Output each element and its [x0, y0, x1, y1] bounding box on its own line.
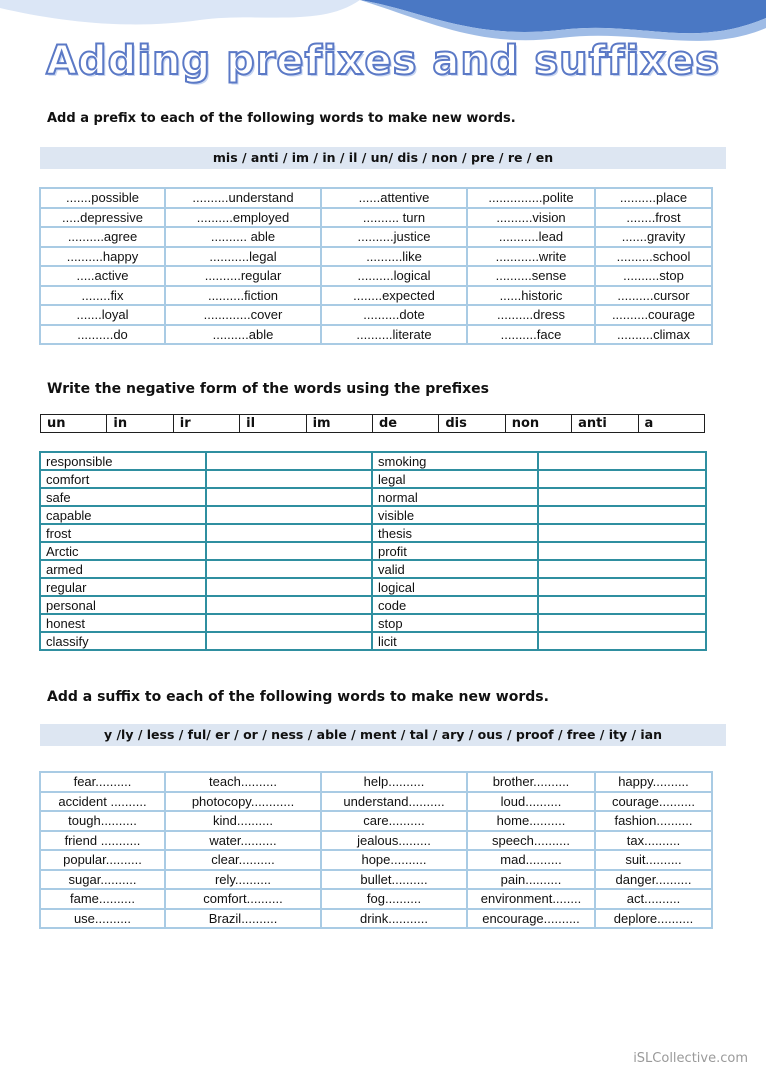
word-cell: photocopy............	[165, 792, 321, 812]
word-cell: clear..........	[165, 850, 321, 870]
table-row	[40, 208, 712, 228]
word-cell: suit..........	[595, 850, 712, 870]
table-row	[40, 909, 712, 929]
word-cell: courage..........	[595, 792, 712, 812]
word-cell: bullet..........	[321, 870, 467, 890]
word-cell: .....active	[40, 266, 165, 286]
table-row	[40, 188, 712, 208]
word-cell: ..........justice	[321, 227, 467, 247]
word-cell: classify	[40, 632, 206, 650]
table-row	[40, 889, 712, 909]
prefix-instruction: Add a prefix to each of the following words to make new words.	[47, 111, 516, 126]
prefix-cell: un	[41, 415, 107, 433]
word-cell: ......attentive	[321, 188, 467, 208]
answer-cell[interactable]	[538, 524, 706, 542]
word-cell: ..........understand	[165, 188, 321, 208]
word-cell: pain..........	[467, 870, 595, 890]
answer-cell[interactable]	[206, 524, 372, 542]
word-cell: ..........able	[165, 325, 321, 345]
word-cell: safe	[40, 488, 206, 506]
word-cell: smoking	[372, 452, 538, 470]
prefix-cell: anti	[572, 415, 638, 433]
word-cell: tax..........	[595, 831, 712, 851]
word-cell: environment........	[467, 889, 595, 909]
word-cell: popular..........	[40, 850, 165, 870]
word-cell: ...........legal	[165, 247, 321, 267]
word-cell: .......loyal	[40, 305, 165, 325]
word-cell: home..........	[467, 811, 595, 831]
word-cell: personal	[40, 596, 206, 614]
table-row	[40, 542, 706, 560]
answer-cell[interactable]	[206, 578, 372, 596]
word-cell: jealous.........	[321, 831, 467, 851]
table-row	[40, 266, 712, 286]
answer-cell[interactable]	[538, 542, 706, 560]
word-cell: ........frost	[595, 208, 712, 228]
table-row	[40, 831, 712, 851]
word-cell: valid	[372, 560, 538, 578]
word-cell: .......possible	[40, 188, 165, 208]
word-cell: kind..........	[165, 811, 321, 831]
table-row	[40, 488, 706, 506]
table-row	[40, 870, 712, 890]
table-row	[40, 524, 706, 542]
word-cell: brother..........	[467, 772, 595, 792]
word-cell: act..........	[595, 889, 712, 909]
word-cell: logical	[372, 578, 538, 596]
prefix-cell: im	[306, 415, 372, 433]
word-cell: water..........	[165, 831, 321, 851]
answer-cell[interactable]	[538, 488, 706, 506]
prefix-cell: a	[638, 415, 704, 433]
word-cell: ..........face	[467, 325, 595, 345]
word-cell: thesis	[372, 524, 538, 542]
word-cell: ......historic	[467, 286, 595, 306]
answer-cell[interactable]	[206, 542, 372, 560]
answer-cell[interactable]	[206, 470, 372, 488]
word-cell: sugar..........	[40, 870, 165, 890]
table-row	[41, 415, 705, 433]
word-cell: comfort	[40, 470, 206, 488]
table-row	[40, 305, 712, 325]
suffix-instruction: Add a suffix to each of the following words to make new words.	[47, 689, 549, 705]
word-cell: Brazil..........	[165, 909, 321, 929]
table-row	[40, 596, 706, 614]
word-cell: ..........do	[40, 325, 165, 345]
word-cell: friend ...........	[40, 831, 165, 851]
word-cell: ..........stop	[595, 266, 712, 286]
word-cell: stop	[372, 614, 538, 632]
word-cell: fame..........	[40, 889, 165, 909]
word-cell: profit	[372, 542, 538, 560]
word-cell: happy..........	[595, 772, 712, 792]
word-cell: use..........	[40, 909, 165, 929]
table-row	[40, 452, 706, 470]
negative-form-table	[39, 451, 707, 651]
table-row	[40, 792, 712, 812]
answer-cell[interactable]	[538, 578, 706, 596]
word-cell: rely..........	[165, 870, 321, 890]
word-cell: code	[372, 596, 538, 614]
word-cell: visible	[372, 506, 538, 524]
word-cell: ........fix	[40, 286, 165, 306]
word-cell: ..........place	[595, 188, 712, 208]
word-cell: encourage..........	[467, 909, 595, 929]
word-cell: ..........fiction	[165, 286, 321, 306]
word-cell: .......... able	[165, 227, 321, 247]
word-cell: .............cover	[165, 305, 321, 325]
suffix-table	[39, 771, 713, 929]
word-cell: ..........dote	[321, 305, 467, 325]
word-cell: ..........employed	[165, 208, 321, 228]
word-cell: licit	[372, 632, 538, 650]
word-cell: ..........regular	[165, 266, 321, 286]
word-cell: ..........climax	[595, 325, 712, 345]
table-row	[40, 470, 706, 488]
word-cell: ..........courage	[595, 305, 712, 325]
prefix-cell: ir	[173, 415, 239, 433]
word-cell: Arctic	[40, 542, 206, 560]
answer-cell[interactable]	[206, 488, 372, 506]
answer-cell[interactable]	[538, 596, 706, 614]
word-cell: ..........cursor	[595, 286, 712, 306]
answer-cell[interactable]	[538, 506, 706, 524]
table-row	[40, 772, 712, 792]
table-row	[40, 614, 706, 632]
word-cell: ..........agree	[40, 227, 165, 247]
answer-cell[interactable]	[206, 632, 372, 650]
prefix-cell: in	[107, 415, 173, 433]
answer-cell[interactable]	[538, 632, 706, 650]
suffix-list: y /ly / less / ful/ er / or / ness / able / ment / tal / ary / ous / proof / free / ity / ian	[40, 724, 726, 746]
word-cell: drink...........	[321, 909, 467, 929]
table-row	[40, 578, 706, 596]
word-cell: deplore..........	[595, 909, 712, 929]
word-cell: ...............polite	[467, 188, 595, 208]
word-cell: honest	[40, 614, 206, 632]
table-row	[40, 227, 712, 247]
word-cell: loud..........	[467, 792, 595, 812]
word-cell: legal	[372, 470, 538, 488]
word-cell: ..........school	[595, 247, 712, 267]
word-cell: comfort..........	[165, 889, 321, 909]
answer-cell[interactable]	[206, 596, 372, 614]
answer-cell[interactable]	[206, 506, 372, 524]
word-cell: .......... turn	[321, 208, 467, 228]
answer-cell[interactable]	[538, 614, 706, 632]
word-cell: ........expected	[321, 286, 467, 306]
table-row	[40, 286, 712, 306]
word-cell: accident ..........	[40, 792, 165, 812]
table-row	[40, 560, 706, 578]
table-row	[40, 632, 706, 650]
prefix-table	[39, 187, 713, 345]
answer-cell[interactable]	[538, 452, 706, 470]
prefix-cell: dis	[439, 415, 505, 433]
word-cell: ..........literate	[321, 325, 467, 345]
word-cell: .......gravity	[595, 227, 712, 247]
word-cell: understand..........	[321, 792, 467, 812]
negative-instruction: Write the negative form of the words using the prefixes	[47, 381, 489, 397]
word-cell: ..........vision	[467, 208, 595, 228]
word-cell: responsible	[40, 452, 206, 470]
prefix-cell: non	[505, 415, 571, 433]
footer-credit: iSLCollective.com	[633, 1051, 748, 1066]
prefix-cell: il	[240, 415, 306, 433]
word-cell: ..........like	[321, 247, 467, 267]
word-cell: tough..........	[40, 811, 165, 831]
word-cell: danger..........	[595, 870, 712, 890]
word-cell: ..........logical	[321, 266, 467, 286]
word-cell: mad..........	[467, 850, 595, 870]
answer-cell[interactable]	[206, 452, 372, 470]
answer-cell[interactable]	[538, 470, 706, 488]
word-cell: ..........dress	[467, 305, 595, 325]
word-cell: help..........	[321, 772, 467, 792]
negative-prefixes-table	[40, 414, 705, 433]
word-cell: fashion..........	[595, 811, 712, 831]
prefix-list: mis / anti / im / in / il / un/ dis / non / pre / re / en	[40, 147, 726, 169]
word-cell: capable	[40, 506, 206, 524]
word-cell: care..........	[321, 811, 467, 831]
word-cell: fog..........	[321, 889, 467, 909]
answer-cell[interactable]	[206, 614, 372, 632]
table-row	[40, 811, 712, 831]
word-cell: regular	[40, 578, 206, 596]
word-cell: teach..........	[165, 772, 321, 792]
page-title: Adding prefixes and suffixes	[46, 38, 720, 84]
word-cell: frost	[40, 524, 206, 542]
word-cell: ...........lead	[467, 227, 595, 247]
word-cell: armed	[40, 560, 206, 578]
word-cell: speech..........	[467, 831, 595, 851]
word-cell: ..........sense	[467, 266, 595, 286]
answer-cell[interactable]	[538, 560, 706, 578]
table-row	[40, 506, 706, 524]
word-cell: hope..........	[321, 850, 467, 870]
word-cell: fear..........	[40, 772, 165, 792]
prefix-cell: de	[372, 415, 438, 433]
word-cell: ..........happy	[40, 247, 165, 267]
answer-cell[interactable]	[206, 560, 372, 578]
word-cell: normal	[372, 488, 538, 506]
table-row	[40, 850, 712, 870]
table-row	[40, 325, 712, 345]
word-cell: .....depressive	[40, 208, 165, 228]
word-cell: ............write	[467, 247, 595, 267]
table-row	[40, 247, 712, 267]
